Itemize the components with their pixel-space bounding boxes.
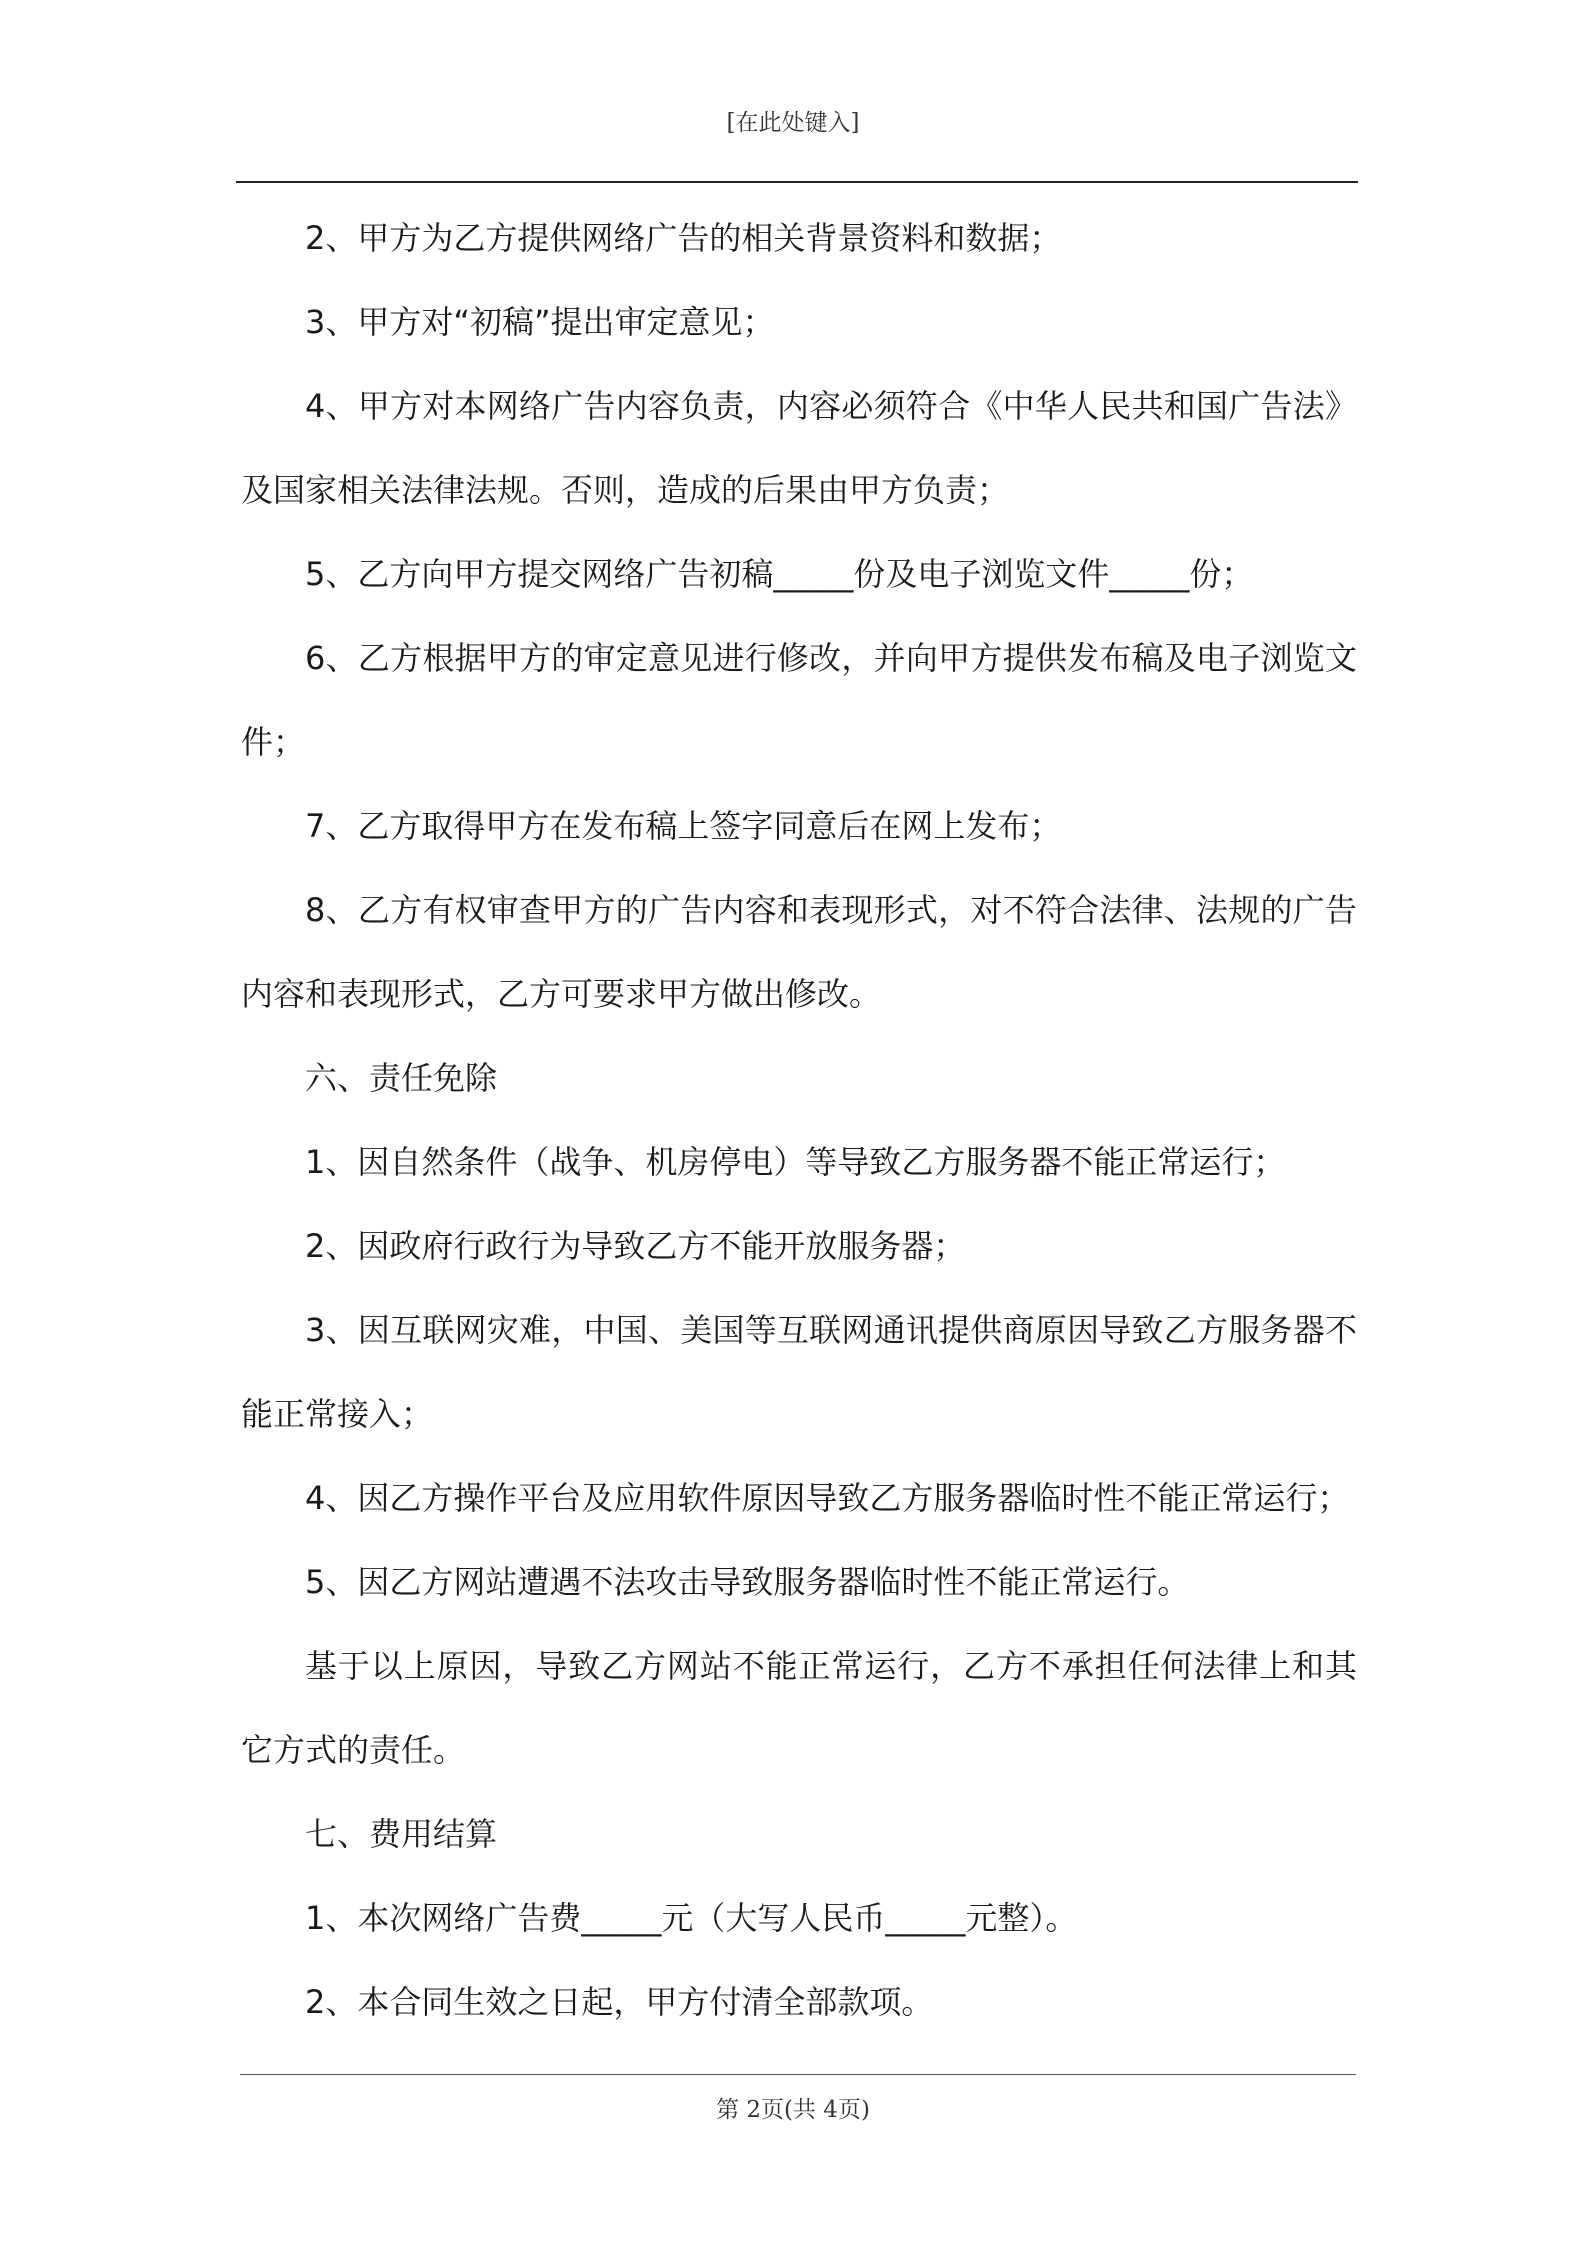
paragraph-clause-5: 5、乙方向甲方提交网络广告初稿_____份及电子浏览文件_____份； [305,555,1254,593]
paragraph-clause-3: 3、甲方对“初稿”提出审定意见； [305,303,775,341]
header-placeholder: [在此处键入] [726,110,860,136]
paragraph-clause-8: 8、乙方有权审查甲方的广告内容和表现形式，对不符合法律、法规的广告内容和表现形式，乙方可要求甲方做出修改。 [241,891,1357,1013]
section-heading-liability-exemption: 六、责任免除 [305,1059,498,1097]
document-body [241,196,1357,2044]
paragraph-exemption-1: 1、因自然条件（战争、机房停电）等导致乙方服务器不能正常运行； [305,1143,1286,1181]
footer-divider [240,2074,1356,2075]
paragraph-exemption-summary: 基于以上原因，导致乙方网站不能正常运行，乙方不承担任何法律上和其它方式的责任。 [241,1647,1357,1769]
paragraph-exemption-5: 5、因乙方网站遭遇不法攻击导致服务器临时性不能正常运行。 [305,1563,1190,1601]
paragraph-exemption-4: 4、因乙方操作平台及应用软件原因导致乙方服务器临时性不能正常运行； [305,1479,1350,1517]
paragraph-exemption-3: 3、因互联网灾难，中国、美国等互联网通讯提供商原因导致乙方服务器不能正常接入； [241,1311,1357,1433]
paragraph-exemption-2: 2、因政府行政行为导致乙方不能开放服务器； [305,1227,966,1265]
paragraph-clause-7: 7、乙方取得甲方在发布稿上签字同意后在网上发布； [305,807,1062,845]
section-heading-fee-settlement: 七、费用结算 [305,1815,498,1853]
paragraph-clause-4: 4、甲方对本网络广告内容负责，内容必须符合《中华人民共和国广告法》及国家相关法律法规。否则，造成的后果由甲方负责； [241,387,1357,509]
paragraph-fee-2: 2、本合同生效之日起，甲方付清全部款项。 [305,1983,934,2021]
header-divider [236,181,1358,183]
page-indicator: 第 2页(共 4页) [716,2097,870,2123]
paragraph-clause-6: 6、乙方根据甲方的审定意见进行修改，并向甲方提供发布稿及电子浏览文件； [241,639,1357,761]
paragraph-clause-2: 2、甲方为乙方提供网络广告的相关背景资料和数据； [305,219,1062,257]
paragraph-fee-1: 1、本次网络广告费_____元（大写人民币_____元整）。 [305,1899,1078,1937]
